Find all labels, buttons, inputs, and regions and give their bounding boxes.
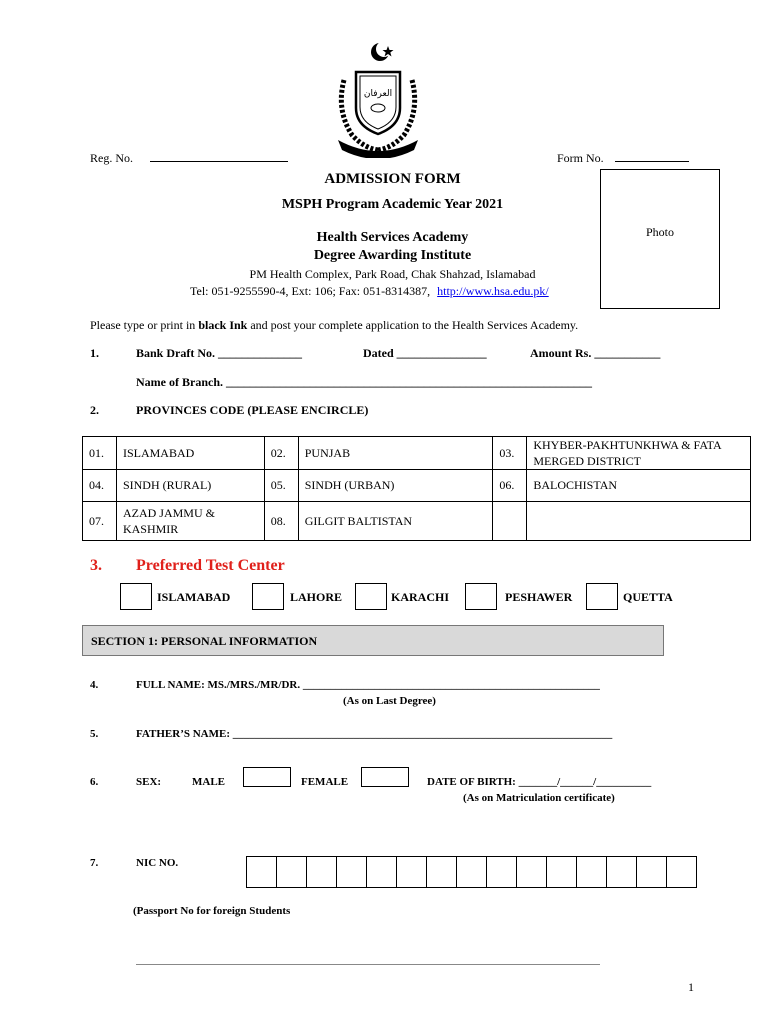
female-label: FEMALE (301, 776, 349, 788)
passport-note: (Passport No for foreign Students (133, 905, 291, 917)
form-no-field (557, 149, 689, 166)
province-name: KHYBER-PAKHTUNKHWA & FATA MERGED DISTRICT (527, 437, 751, 470)
province-name: ISLAMABAD (116, 437, 264, 470)
nic-digit-box[interactable] (426, 856, 457, 888)
checkbox-female[interactable] (361, 767, 409, 787)
nic-digit-box[interactable] (546, 856, 577, 888)
nic-digit-box[interactable] (276, 856, 307, 888)
item-2-number: 2. (90, 403, 99, 417)
reg-no-input[interactable] (150, 149, 288, 162)
table-row (83, 502, 751, 541)
program-title: MSPH Program Academic Year 2021 (281, 197, 504, 212)
center-label-islamabad: ISLAMABAD (157, 590, 231, 604)
province-name: GILGIT BALTISTAN (298, 502, 493, 541)
province-code[interactable]: 03. (493, 437, 527, 470)
item-5-number: 5. (90, 728, 99, 740)
preferred-test-center-heading: Preferred Test Center (136, 557, 285, 574)
date-of-birth-field[interactable]: DATE OF BIRTH: _______/______/__________ (427, 776, 652, 788)
section-1-title: SECTION 1: PERSONAL INFORMATION (91, 634, 318, 648)
item-1-number: 1. (90, 346, 99, 360)
nic-digit-box[interactable] (666, 856, 697, 888)
item-6-number: 6. (90, 776, 99, 788)
instruction-after: and post your complete application to the Health Services Academy. (247, 318, 579, 332)
checkbox-karachi[interactable] (355, 583, 387, 610)
form-no-label: Form No. (557, 151, 604, 165)
section-1-header (82, 625, 664, 656)
checkbox-lahore[interactable] (252, 583, 284, 610)
full-name-field[interactable]: FULL NAME: MS./MRS./MR/DR. ______________________________________________________ (136, 679, 600, 691)
province-code[interactable]: 08. (264, 502, 298, 541)
website-link[interactable]: http://www.hsa.edu.pk/ (437, 284, 549, 298)
sex-label: SEX: (136, 776, 162, 788)
fathers-name-field[interactable]: FATHER’S NAME: _____________________________________________________________________ (136, 728, 613, 740)
checkbox-islamabad[interactable] (120, 583, 152, 610)
nic-digit-box[interactable] (456, 856, 487, 888)
checkbox-quetta[interactable] (586, 583, 618, 610)
nic-digit-box[interactable] (306, 856, 337, 888)
center-label-karachi: KARACHI (391, 590, 450, 604)
province-name: SINDH (URBAN) (298, 470, 493, 502)
item-7-number: 7. (90, 857, 99, 869)
page-number: 1 (688, 980, 694, 994)
nic-digit-box[interactable] (576, 856, 607, 888)
contact-text: Tel: 051-9255590-4, Ext: 106; Fax: 051-8314387, (190, 284, 431, 298)
province-code[interactable]: 04. (83, 470, 117, 502)
province-name: BALOCHISTAN (527, 470, 751, 502)
province-code[interactable]: 02. (264, 437, 298, 470)
checkbox-male[interactable] (243, 767, 291, 787)
province-code[interactable]: 07. (83, 502, 117, 541)
province-code[interactable]: 05. (264, 470, 298, 502)
address: PM Health Complex, Park Road, Chak Shahzad, Islamabad (249, 267, 536, 281)
table-row (83, 470, 751, 502)
nic-digit-box[interactable] (486, 856, 517, 888)
nic-label: NIC NO. (136, 857, 179, 869)
nic-digit-box[interactable] (516, 856, 547, 888)
nic-digit-box[interactable] (396, 856, 427, 888)
nic-digit-box[interactable] (336, 856, 367, 888)
province-code[interactable]: 01. (83, 437, 117, 470)
bank-draft-field[interactable]: Bank Draft No. ______________ (136, 346, 303, 360)
amount-field[interactable]: Amount Rs. ___________ (530, 346, 661, 360)
item-4-number: 4. (90, 679, 99, 691)
nic-digit-box[interactable] (246, 856, 277, 888)
institute-subtitle: Degree Awarding Institute (313, 248, 472, 263)
hsa-logo (330, 40, 426, 158)
reg-no-field (90, 149, 288, 166)
form-title: ADMISSION FORM (324, 171, 461, 187)
date-of-birth-note: (As on Matriculation certificate) (463, 792, 615, 804)
province-name (527, 502, 751, 541)
full-name-note: (As on Last Degree) (343, 695, 436, 707)
nic-digit-box[interactable] (636, 856, 667, 888)
province-name: SINDH (RURAL) (116, 470, 264, 502)
footer-divider (136, 964, 600, 965)
instruction-emphasis: black Ink (198, 318, 248, 332)
center-label-quetta: QUETTA (623, 590, 673, 604)
instruction-text (90, 318, 578, 333)
province-code[interactable]: 06. (493, 470, 527, 502)
instruction-before: Please type or print in (90, 318, 199, 332)
nic-digit-box[interactable] (606, 856, 637, 888)
province-name: AZAD JAMMU & KASHMIR (116, 502, 264, 541)
table-row (83, 437, 751, 470)
photo-label: Photo (645, 225, 674, 239)
institute-name: Health Services Academy (316, 230, 469, 245)
contact-line (190, 284, 549, 299)
provinces-table (82, 436, 751, 541)
provinces-code-label: PROVINCES CODE (PLEASE ENCIRCLE) (136, 403, 369, 417)
photo-box[interactable] (600, 169, 720, 309)
branch-field[interactable]: Name of Branch. _____________________________________________________________ (136, 375, 592, 389)
checkbox-peshawer[interactable] (465, 583, 497, 610)
svg-text:العرفان: العرفان (363, 89, 393, 99)
center-label-lahore: LAHORE (290, 590, 343, 604)
province-name: PUNJAB (298, 437, 493, 470)
center-label-peshawer: PESHAWER (505, 590, 573, 604)
reg-no-label: Reg. No. (90, 151, 133, 165)
dated-field[interactable]: Dated _______________ (363, 346, 487, 360)
nic-input-grid[interactable] (247, 856, 697, 888)
province-code (493, 502, 527, 541)
male-label: MALE (192, 776, 225, 788)
nic-digit-box[interactable] (366, 856, 397, 888)
form-no-input[interactable] (615, 149, 689, 162)
item-3-number: 3. (90, 557, 102, 574)
